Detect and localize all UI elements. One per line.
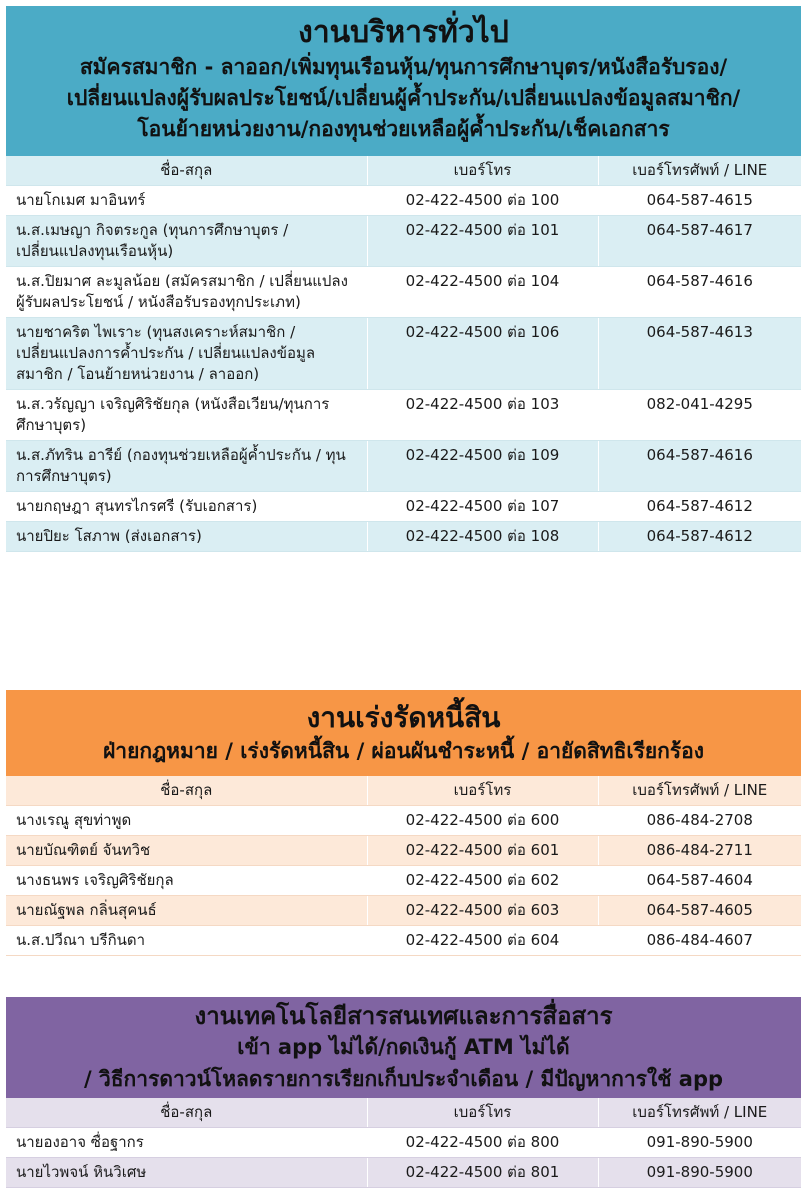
- contact-mobile[interactable]: 064-587-4612: [598, 492, 801, 522]
- section-subtitle-line: / วิธีการดาวน์โหลดรายการเรียกเก็บประจำเดือน / มีปัญหาการใช้ app: [83, 1067, 724, 1091]
- contact-extension[interactable]: 02-422-4500 ต่อ 602: [367, 866, 598, 896]
- table-row: [6, 1158, 801, 1188]
- column-header-name: ชื่อ-สกุล: [6, 156, 367, 186]
- contact-name: นายองอาจ ซื่อฐากร: [6, 1128, 367, 1158]
- contact-name: นายกฤษฎา สุนทรไกรศรี (รับเอกสาร): [6, 492, 367, 522]
- section-subtitle-line: เข้า app ไม่ได้/กดเงินกู้ ATM ไม่ได้: [237, 1035, 570, 1059]
- table-row: [6, 896, 801, 926]
- contact-mobile[interactable]: 086-484-2711: [598, 836, 801, 866]
- table-header-row: [6, 776, 801, 806]
- table-header-row: [6, 156, 801, 186]
- contact-name: นางธนพร เจริญศิริชัยกุล: [6, 866, 367, 896]
- contact-extension[interactable]: 02-422-4500 ต่อ 801: [367, 1158, 598, 1188]
- contact-mobile[interactable]: 064-587-4612: [598, 522, 801, 552]
- contact-mobile[interactable]: 064-587-4616: [598, 441, 801, 492]
- contact-extension[interactable]: 02-422-4500 ต่อ 100: [367, 186, 598, 216]
- contact-name: น.ส.ปวีณา บรีกินดา: [6, 926, 367, 956]
- contact-table: [6, 1098, 801, 1188]
- contact-table: [6, 156, 801, 552]
- table-row: [6, 926, 801, 956]
- table-row: [6, 1128, 801, 1158]
- table-row: [6, 216, 801, 267]
- column-header-mobile-line: เบอร์โทรศัพท์ / LINE: [598, 1098, 801, 1128]
- section-general-admin: [6, 6, 801, 552]
- contact-extension[interactable]: 02-422-4500 ต่อ 109: [367, 441, 598, 492]
- section-subtitle-line: เปลี่ยนแปลงผู้รับผลประโยชน์/เปลี่ยนผู้ค้ำประกัน/เปลี่ยนแปลงข้อมูลสมาชิก/: [66, 86, 741, 110]
- contact-extension[interactable]: 02-422-4500 ต่อ 103: [367, 390, 598, 441]
- contact-mobile[interactable]: 064-587-4605: [598, 896, 801, 926]
- contact-mobile[interactable]: 064-587-4604: [598, 866, 801, 896]
- contact-name: น.ส.ปิยมาศ ละมูลน้อย (สมัครสมาชิก / เปลี่ยนแปลงผู้รับผลประโยชน์ / หนังสือรับรองทุกประเภท): [6, 267, 367, 318]
- column-header-mobile-line: เบอร์โทรศัพท์ / LINE: [598, 156, 801, 186]
- table-header-row: [6, 1098, 801, 1128]
- contact-extension[interactable]: 02-422-4500 ต่อ 108: [367, 522, 598, 552]
- column-header-mobile-line: เบอร์โทรศัพท์ / LINE: [598, 776, 801, 806]
- contact-extension[interactable]: 02-422-4500 ต่อ 106: [367, 318, 598, 390]
- column-header-name: ชื่อ-สกุล: [6, 1098, 367, 1128]
- contact-extension[interactable]: 02-422-4500 ต่อ 600: [367, 806, 598, 836]
- section-subtitle-line: สมัครสมาชิก - ลาออก/เพิ่มทุนเรือนหุ้น/ทุนการศึกษาบุตร/หนังสือรับรอง/: [79, 55, 728, 79]
- contact-extension[interactable]: 02-422-4500 ต่อ 800: [367, 1128, 598, 1158]
- table-row: [6, 866, 801, 896]
- section-subtitle-line: โอนย้ายหน่วยงาน/กองทุนช่วยเหลือผู้ค้ำประกัน/เช็คเอกสาร: [137, 117, 670, 141]
- table-row: [6, 836, 801, 866]
- column-header-phone: เบอร์โทร: [367, 1098, 598, 1128]
- contact-name: น.ส.วรัญญา เจริญศิริชัยกุล (หนังสือเวียน/ทุนการศึกษาบุตร): [6, 390, 367, 441]
- contact-mobile[interactable]: 064-587-4617: [598, 216, 801, 267]
- contact-name: นายโกเมศ มาอินทร์: [6, 186, 367, 216]
- section-header: [6, 690, 801, 776]
- contact-mobile[interactable]: 064-587-4615: [598, 186, 801, 216]
- table-row: [6, 441, 801, 492]
- contact-name: นายไวพจน์ หินวิเศษ: [6, 1158, 367, 1188]
- contact-name: น.ส.ภัทริน อารีย์ (กองทุนช่วยเหลือผู้ค้ำประกัน / ทุนการศึกษาบุตร): [6, 441, 367, 492]
- contact-name: นางเรณู สุขท่าพูด: [6, 806, 367, 836]
- contact-name: นายชาคริต ไพเราะ (ทุนสงเคราะห์สมาชิก / เปลี่ยนแปลงการค้ำประกัน / เปลี่ยนแปลงข้อมูลสมาชิก / โอนย้ายหน่วยงาน / ลาออก): [6, 318, 367, 390]
- section-title: งานเร่งรัดหนี้สิน: [306, 701, 501, 734]
- contact-extension[interactable]: 02-422-4500 ต่อ 107: [367, 492, 598, 522]
- table-row: [6, 186, 801, 216]
- contact-table: [6, 776, 801, 956]
- contact-extension[interactable]: 02-422-4500 ต่อ 101: [367, 216, 598, 267]
- table-row: [6, 267, 801, 318]
- section-debt-collection: [6, 690, 801, 956]
- contact-extension[interactable]: 02-422-4500 ต่อ 603: [367, 896, 598, 926]
- section-title: งานบริหารทั่วไป: [298, 15, 509, 50]
- section-header: [6, 997, 801, 1098]
- contact-extension[interactable]: 02-422-4500 ต่อ 604: [367, 926, 598, 956]
- contact-mobile[interactable]: 064-587-4613: [598, 318, 801, 390]
- section-title: งานเทคโนโลยีสารสนเทศและการสื่อสาร: [194, 1002, 613, 1030]
- contact-name: นายณัฐพล กลิ่นสุคนธ์: [6, 896, 367, 926]
- contact-mobile[interactable]: 086-484-4607: [598, 926, 801, 956]
- column-header-phone: เบอร์โทร: [367, 776, 598, 806]
- table-row: [6, 318, 801, 390]
- table-row: [6, 522, 801, 552]
- contact-extension[interactable]: 02-422-4500 ต่อ 104: [367, 267, 598, 318]
- section-header: [6, 6, 801, 156]
- table-row: [6, 390, 801, 441]
- contact-mobile[interactable]: 082-041-4295: [598, 390, 801, 441]
- contact-name: นายปิยะ โสภาพ (ส่งเอกสาร): [6, 522, 367, 552]
- section-it-communication: [6, 997, 801, 1188]
- table-row: [6, 806, 801, 836]
- column-header-phone: เบอร์โทร: [367, 156, 598, 186]
- contact-extension[interactable]: 02-422-4500 ต่อ 601: [367, 836, 598, 866]
- section-subtitle-line: ฝ่ายกฎหมาย / เร่งรัดหนี้สิน / ผ่อนผันชำระหนี้ / อายัดสิทธิเรียกร้อง: [102, 739, 705, 763]
- contact-mobile[interactable]: 091-890-5900: [598, 1158, 801, 1188]
- contact-mobile[interactable]: 091-890-5900: [598, 1128, 801, 1158]
- contact-mobile[interactable]: 064-587-4616: [598, 267, 801, 318]
- column-header-name: ชื่อ-สกุล: [6, 776, 367, 806]
- contact-mobile[interactable]: 086-484-2708: [598, 806, 801, 836]
- contact-name: น.ส.เมษญา กิจตระกูล (ทุนการศึกษาบุตร / เปลี่ยนแปลงทุนเรือนหุ้น): [6, 216, 367, 267]
- contact-name: นายบัณฑิตย์ จันทวิช: [6, 836, 367, 866]
- table-row: [6, 492, 801, 522]
